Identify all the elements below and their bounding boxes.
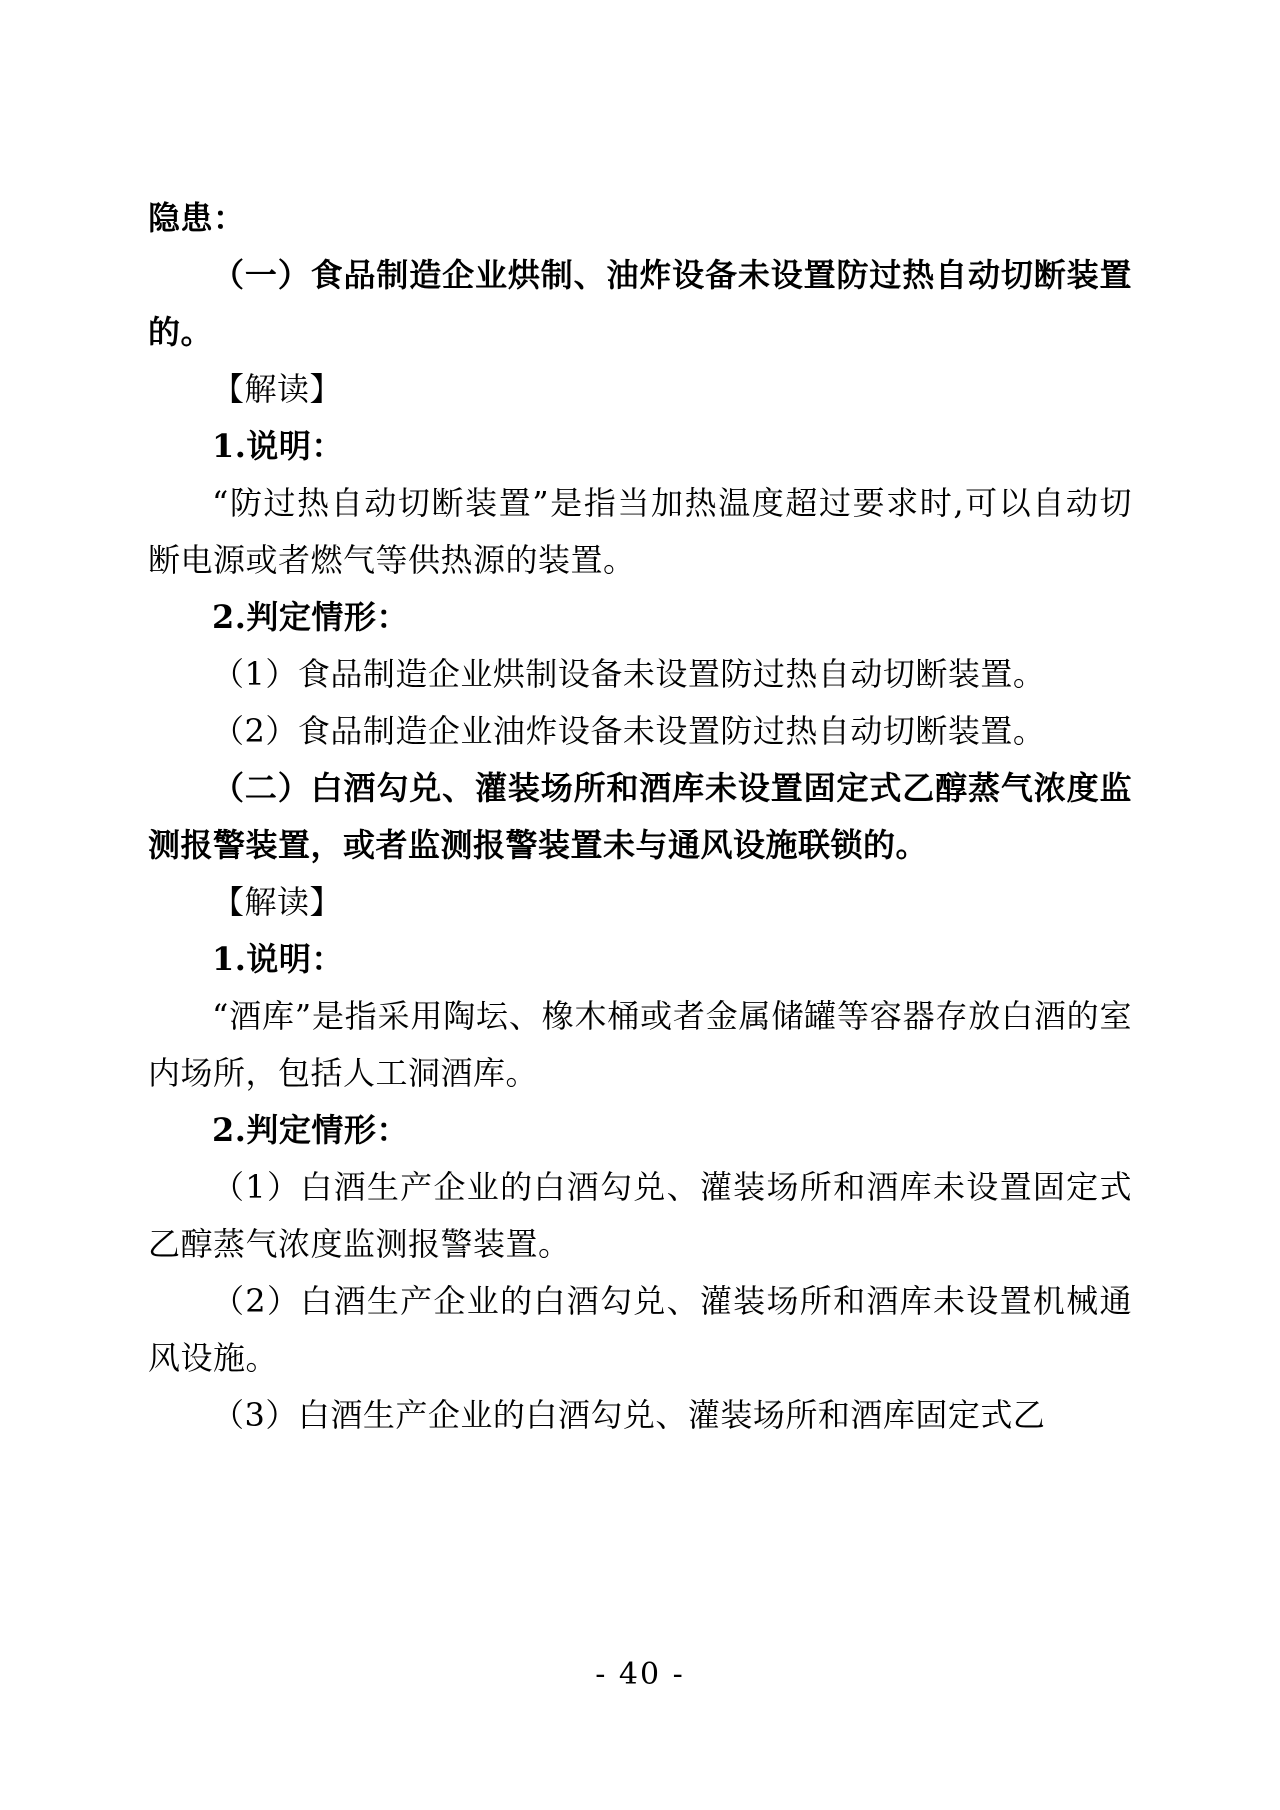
paragraph-item-two-title: （二）白酒勾兑、灌装场所和酒库未设置固定式乙醇蒸气浓度监测报警装置，或者监测报警装置未与通风设施联锁的。 [148,769,1132,864]
paragraph-shuoming-text-2: “酒库”是指采用陶坛、橡木桶或者金属储罐等容器存放白酒的室内场所，包括人工洞酒库。 [148,997,1132,1092]
paragraph-panding-item-1-2: （2）食品制造企业油炸设备未设置防过热自动切断装置。 [212,712,1046,750]
document-body [148,190,1132,1444]
paragraph-shuoming-label-1: 1.说明： [212,427,344,465]
paragraph-panding-item-2-3: （3）白酒生产企业的白酒勾兑、灌装场所和酒库固定式乙 [212,1396,1046,1434]
paragraph-shuoming-label-2: 1.说明： [212,940,344,978]
paragraph-jiedu-label-2: 【解读】 [212,883,343,921]
paragraph-panding-item-2-2: （2）白酒生产企业的白酒勾兑、灌装场所和酒库未设置机械通风设施。 [148,1282,1132,1377]
paragraph-panding-item-1-1: （1）食品制造企业烘制设备未设置防过热自动切断装置。 [212,655,1046,693]
page-number: - 40 - [595,1657,685,1692]
paragraph-shuoming-text-1: “防过热自动切断装置”是指当加热温度超过要求时,可以自动切断电源或者燃气等供热源的装置。 [148,484,1132,579]
paragraph-panding-label-2: 2.判定情形： [212,1111,409,1149]
paragraph-jiedu-label-1: 【解读】 [212,370,343,408]
paragraph-heading-yinhuan: 隐患： [148,199,246,237]
paragraph-panding-item-2-1: （1）白酒生产企业的白酒勾兑、灌装场所和酒库未设置固定式乙醇蒸气浓度监测报警装置。 [148,1168,1132,1263]
paragraph-panding-label-1: 2.判定情形： [212,598,409,636]
paragraph-item-one-title: （一）食品制造企业烘制、油炸设备未设置防过热自动切断装置的。 [148,256,1132,351]
